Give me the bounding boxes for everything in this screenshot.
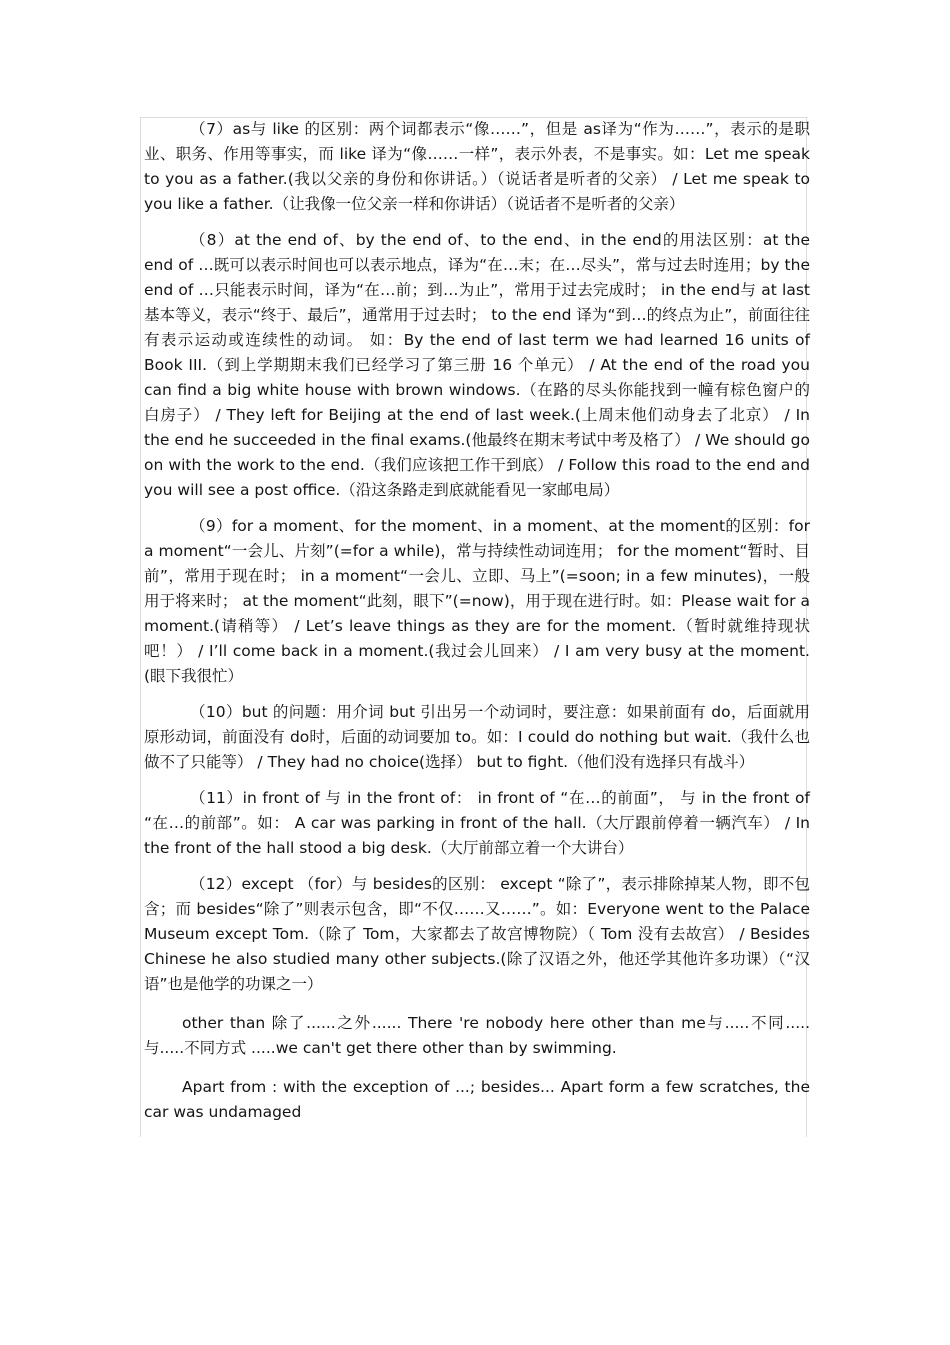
document-body: [144, 117, 810, 1136]
paragraph-in-front-of: （11）in front of 与 in the front of： in front of “在…的前面”， 与 in the front of “在…的前部”。如： A car was parking in front of the hall.（大厅跟前停着一辆汽车） / In the front of the hall stood a big desk.（大厅前部立着一个大讲台）: [144, 789, 810, 857]
paragraph-at-the-end-of: （8）at the end of、by the end of、to the end、in the end的用法区别：at the end of …既可以表示时间也可以表示地点，译为“在…末；在…尽头”，常与过去时连用；by the end of …只能表示时间，译为“在…前；到…为止”，常用于过去完成时； in the end与 at last基本等义，表示“终于、最后”，通常用于过去时； to the end 译为“到…的终点为止”，前面往往有表示运动或连续性的动词。 如：By the end of last term we had learned 16 units of Book III.（到上学期期末我们已经学习了第三册 16 个单元） / At the end of the road you can find a big white house with brown windows.（在路的尽头你能找到一幢有棕色窗户的白房子） / They left for Beijing at the end of last week.(上周末他们动身去了北京） / In the end he succeeded in the final exams.(他最终在期末考试中考及格了） / We should go on with the work to the end.（我们应该把工作干到底） / Follow this road to the end and you will see a post office.（沿这条路走到底就能看见一家邮电局）: [144, 231, 810, 499]
paragraph-as-vs-like: （7）as与 like 的区别：两个词都表示“像……”，但是 as译为“作为……”，表示的是职业、职务、作用等事实，而 like 译为“像……一样”，表示外表，不是事实。如：Let me speak to you as a father.(我以父亲的身份和你讲话。）（说话者是听者的父亲） / Let me speak to you like a father.（让我像一位父亲一样和你讲话）（说话者不是听者的父亲）: [144, 120, 810, 213]
paragraph-except-vs-besides: （12）except （for）与 besides的区别： except “除了”，表示排除掉某人物，即不包含；而 besides“除了”则表示包含，即“不仅……又……”。如：Everyone went to the Palace Museum except Tom.（除了 Tom，大家都去了故宫博物院）（ Tom 没有去故宫） / Besides Chinese he also studied many other subjects.(除了汉语之外，他还学其他许多功课）（“汉语”也是他学的功课之一）: [144, 875, 810, 993]
paragraph-for-a-moment: （9）for a moment、for the moment、in a moment、at the moment的区别：for a moment“一会儿、片刻”(=for a while)，常与持续性动词连用； for the moment“暂时、目前”，常用于现在时； in a moment“一会儿、立即、马上”(=soon; in a few minutes)，一般用于将来时； at the moment“此刻，眼下”(=now)，用于现在进行时。如：Please wait for a moment.(请稍等） / Let’s leave things as they are for the moment.（暂时就维持现状吧！） / I’ll come back in a moment.(我过会儿回来） / I am very busy at the moment.(眼下我很忙）: [144, 517, 810, 685]
paragraph-other-than: other than 除了......之外...... There 're nobody here other than me与.....不同.....与.....不同方式 .....we can't get there other than by swimming.: [144, 1014, 810, 1057]
paragraph-apart-from: Apart from : with the exception of ...; besides... Apart form a few scratches, the car was undamaged: [144, 1078, 810, 1121]
frame-left-border: [140, 117, 141, 1137]
paragraph-but-usage: （10）but 的问题：用介词 but 引出另一个动词时，要注意：如果前面有 do，后面就用原形动词，前面没有 do时，后面的动词要加 to。如：I could do nothing but wait.（我什么也做不了只能等） / They had no choice(选择） but to fight.（他们没有选择只有战斗）: [144, 703, 810, 771]
